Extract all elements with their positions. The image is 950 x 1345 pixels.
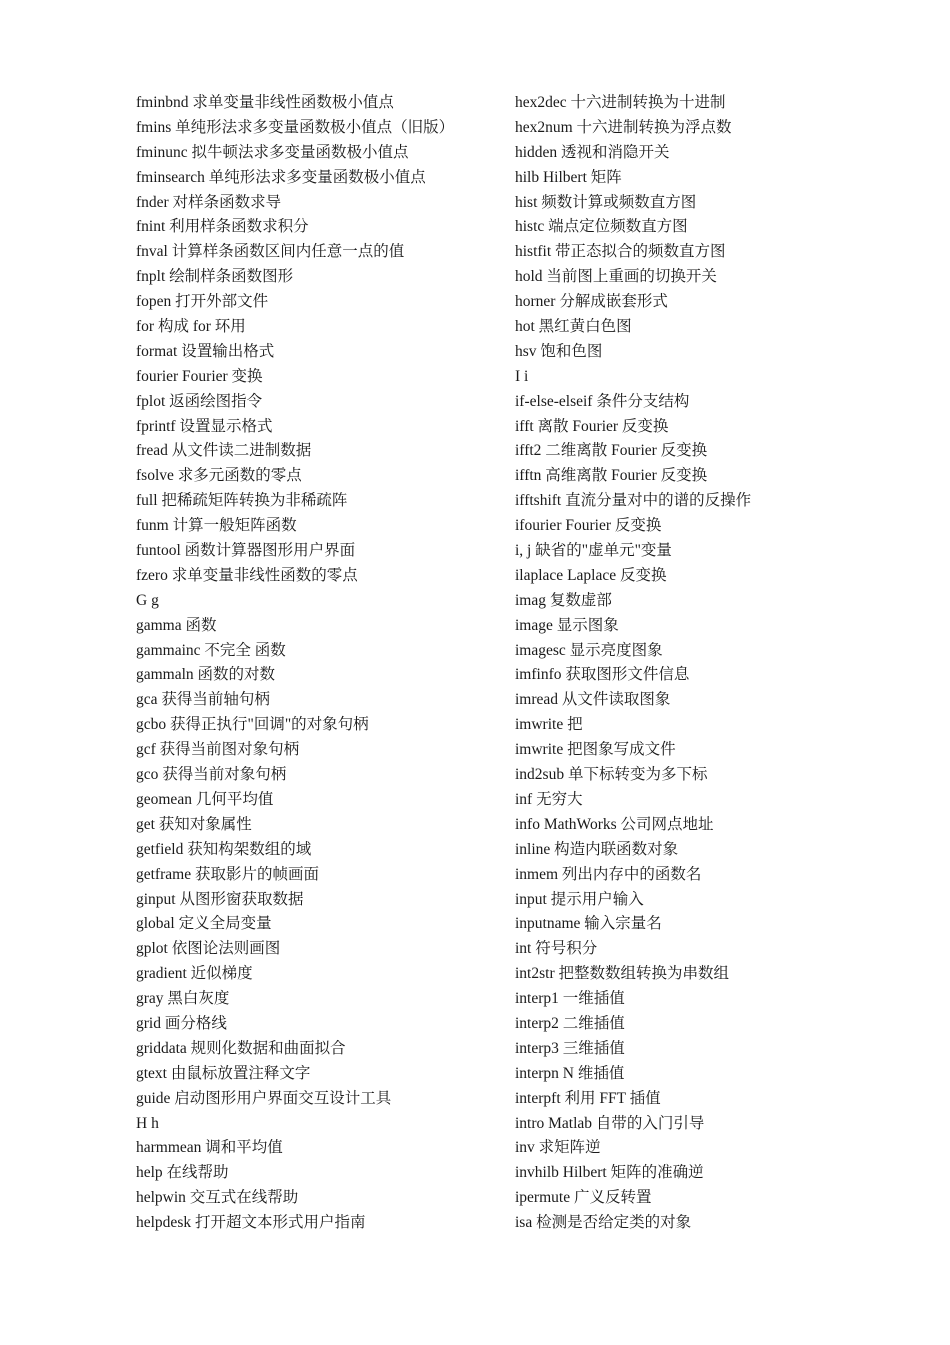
function-entry: imag 复数虚部 xyxy=(515,591,612,609)
function-entry: imwrite 把 xyxy=(515,716,583,734)
function-entry: fmins 单纯形法求多变量函数极小值点（旧版） xyxy=(136,118,455,136)
function-entry: funtool 函数计算器图形用户界面 xyxy=(136,542,356,560)
function-entry: helpdesk 打开超文本形式用户指南 xyxy=(136,1214,366,1232)
function-entry: funm 计算一般矩阵函数 xyxy=(136,517,297,535)
function-entry: fnint 利用样条函数求积分 xyxy=(136,218,309,236)
function-entry: gammainc 不完全 函数 xyxy=(136,641,286,659)
function-entry: hsv 饱和色图 xyxy=(515,342,603,360)
function-entry: ifftn 高维离散 Fourier 反变换 xyxy=(515,467,708,485)
function-entry: ifft 离散 Fourier 反变换 xyxy=(515,417,669,435)
function-entry: gca 获得当前轴句柄 xyxy=(136,691,270,709)
function-entry: fnplt 绘制样条函数图形 xyxy=(136,268,294,286)
function-entry: isa 检测是否给定类的对象 xyxy=(515,1214,692,1232)
function-entry: hex2dec 十六进制转换为十进制 xyxy=(515,94,726,111)
function-entry: inmem 列出内存中的函数名 xyxy=(515,865,702,883)
function-entry: hilb Hilbert 矩阵 xyxy=(515,168,622,186)
function-entry: geomean 几何平均值 xyxy=(136,790,274,808)
function-entry: imwrite 把图象写成文件 xyxy=(515,741,676,759)
function-entry: invhilb Hilbert 矩阵的准确逆 xyxy=(515,1164,704,1182)
function-entry: hidden 透视和消隐开关 xyxy=(515,143,670,161)
function-entry: hold 当前图上重画的切换开关 xyxy=(515,268,717,286)
function-entry: hist 频数计算或频数直方图 xyxy=(515,193,697,211)
function-entry: gammaln 函数的对数 xyxy=(136,666,276,684)
function-entry: gtext 由鼠标放置注释文字 xyxy=(136,1064,311,1082)
function-entry: int 符号积分 xyxy=(515,940,598,958)
function-entry: gcbo 获得正执行"回调"的对象句柄 xyxy=(136,716,369,734)
function-entry: gco 获得当前对象句柄 xyxy=(136,766,287,784)
function-entry: histfit 带正态拟合的频数直方图 xyxy=(515,243,726,261)
function-entry: imfinfo 获取图形文件信息 xyxy=(515,666,690,684)
function-entry: intro Matlab 自带的入门引导 xyxy=(515,1114,705,1132)
function-entry: fsolve 求多元函数的零点 xyxy=(136,467,302,485)
function-entry: I i xyxy=(515,367,529,385)
function-entry: gamma 函数 xyxy=(136,616,217,634)
function-entry: gradient 近似梯度 xyxy=(136,965,253,983)
function-entry: ifft2 二维离散 Fourier 反变换 xyxy=(515,442,708,460)
function-entry: inf 无穷大 xyxy=(515,790,583,808)
function-entry: ginput 从图形窗获取数据 xyxy=(136,890,304,908)
function-entry: griddata 规则化数据和曲面拟合 xyxy=(136,1039,346,1057)
function-entry: for 构成 for 环用 xyxy=(136,318,246,336)
function-entry: inv 求矩阵逆 xyxy=(515,1139,601,1157)
function-entry: image 显示图象 xyxy=(515,616,619,634)
function-entry: inline 构造内联函数对象 xyxy=(515,840,679,858)
function-entry: fnder 对样条函数求导 xyxy=(136,193,282,211)
function-entry: ind2sub 单下标转变为多下标 xyxy=(515,766,708,784)
function-entry: horner 分解成嵌套形式 xyxy=(515,293,668,311)
function-entry: interp3 三维插值 xyxy=(515,1039,625,1057)
function-entry: full 把稀疏矩阵转换为非稀疏阵 xyxy=(136,492,348,510)
function-entry: interpft 利用 FFT 插值 xyxy=(515,1089,661,1107)
function-entry: fopen 打开外部文件 xyxy=(136,293,269,311)
function-entry: fzero 求单变量非线性函数的零点 xyxy=(136,566,358,584)
function-entry: imread 从文件读取图象 xyxy=(515,691,671,709)
function-entry: helpwin 交互式在线帮助 xyxy=(136,1189,299,1207)
function-entry: input 提示用户输入 xyxy=(515,890,644,908)
function-entry: imagesc 显示亮度图象 xyxy=(515,641,663,659)
function-entry: ifourier Fourier 反变换 xyxy=(515,517,662,535)
function-entry: format 设置输出格式 xyxy=(136,342,275,360)
function-entry: gplot 依图论法则画图 xyxy=(136,940,281,958)
right-column xyxy=(515,91,935,1236)
function-entry: i, j 缺省的"虚单元"变量 xyxy=(515,542,672,560)
function-entry: fnval 计算样条函数区间内任意一点的值 xyxy=(136,243,405,261)
function-entry: hot 黑红黄白色图 xyxy=(515,318,632,336)
function-entry: fread 从文件读二进制数据 xyxy=(136,442,312,460)
function-entry: H h xyxy=(136,1114,159,1132)
function-entry: getframe 获取影片的帧画面 xyxy=(136,865,319,883)
function-entry: if-else-elseif 条件分支结构 xyxy=(515,392,690,410)
function-entry: get 获知对象属性 xyxy=(136,815,252,833)
function-entry: ipermute 广义反转置 xyxy=(515,1189,652,1207)
function-entry: getfield 获知构架数组的域 xyxy=(136,840,312,858)
function-entry: int2str 把整数数组转换为串数组 xyxy=(515,965,729,983)
function-entry: interpn N 维插值 xyxy=(515,1064,625,1082)
function-entry: histc 端点定位频数直方图 xyxy=(515,218,688,236)
function-entry: harmmean 调和平均值 xyxy=(136,1139,283,1157)
function-entry: global 定义全局变量 xyxy=(136,915,272,933)
function-entry: ifftshift 直流分量对中的谱的反操作 xyxy=(515,492,752,510)
function-entry: gcf 获得当前图对象句柄 xyxy=(136,741,300,759)
function-entry: grid 画分格线 xyxy=(136,1014,227,1032)
function-entry: fourier Fourier 变换 xyxy=(136,367,263,385)
function-entry: fminsearch 单纯形法求多变量函数极小值点 xyxy=(136,168,426,186)
function-entry: info MathWorks 公司网点地址 xyxy=(515,815,714,833)
function-entry: hex2num 十六进制转换为浮点数 xyxy=(515,118,732,136)
function-entry: fplot 返函绘图指令 xyxy=(136,392,263,410)
function-entry: fminbnd 求单变量非线性函数极小值点 xyxy=(136,94,394,111)
function-entry: gray 黑白灰度 xyxy=(136,990,230,1008)
function-entry: ilaplace Laplace 反变换 xyxy=(515,566,667,584)
function-entry: fminunc 拟牛顿法求多变量函数极小值点 xyxy=(136,143,409,161)
function-entry: inputname 输入宗量名 xyxy=(515,915,662,933)
function-entry: fprintf 设置显示格式 xyxy=(136,417,273,435)
function-entry: G g xyxy=(136,591,159,609)
function-entry: guide 启动图形用户界面交互设计工具 xyxy=(136,1089,392,1107)
function-entry: interp2 二维插值 xyxy=(515,1014,625,1032)
function-entry: interp1 一维插值 xyxy=(515,990,625,1008)
function-entry: help 在线帮助 xyxy=(136,1164,229,1182)
left-column xyxy=(136,91,506,1236)
